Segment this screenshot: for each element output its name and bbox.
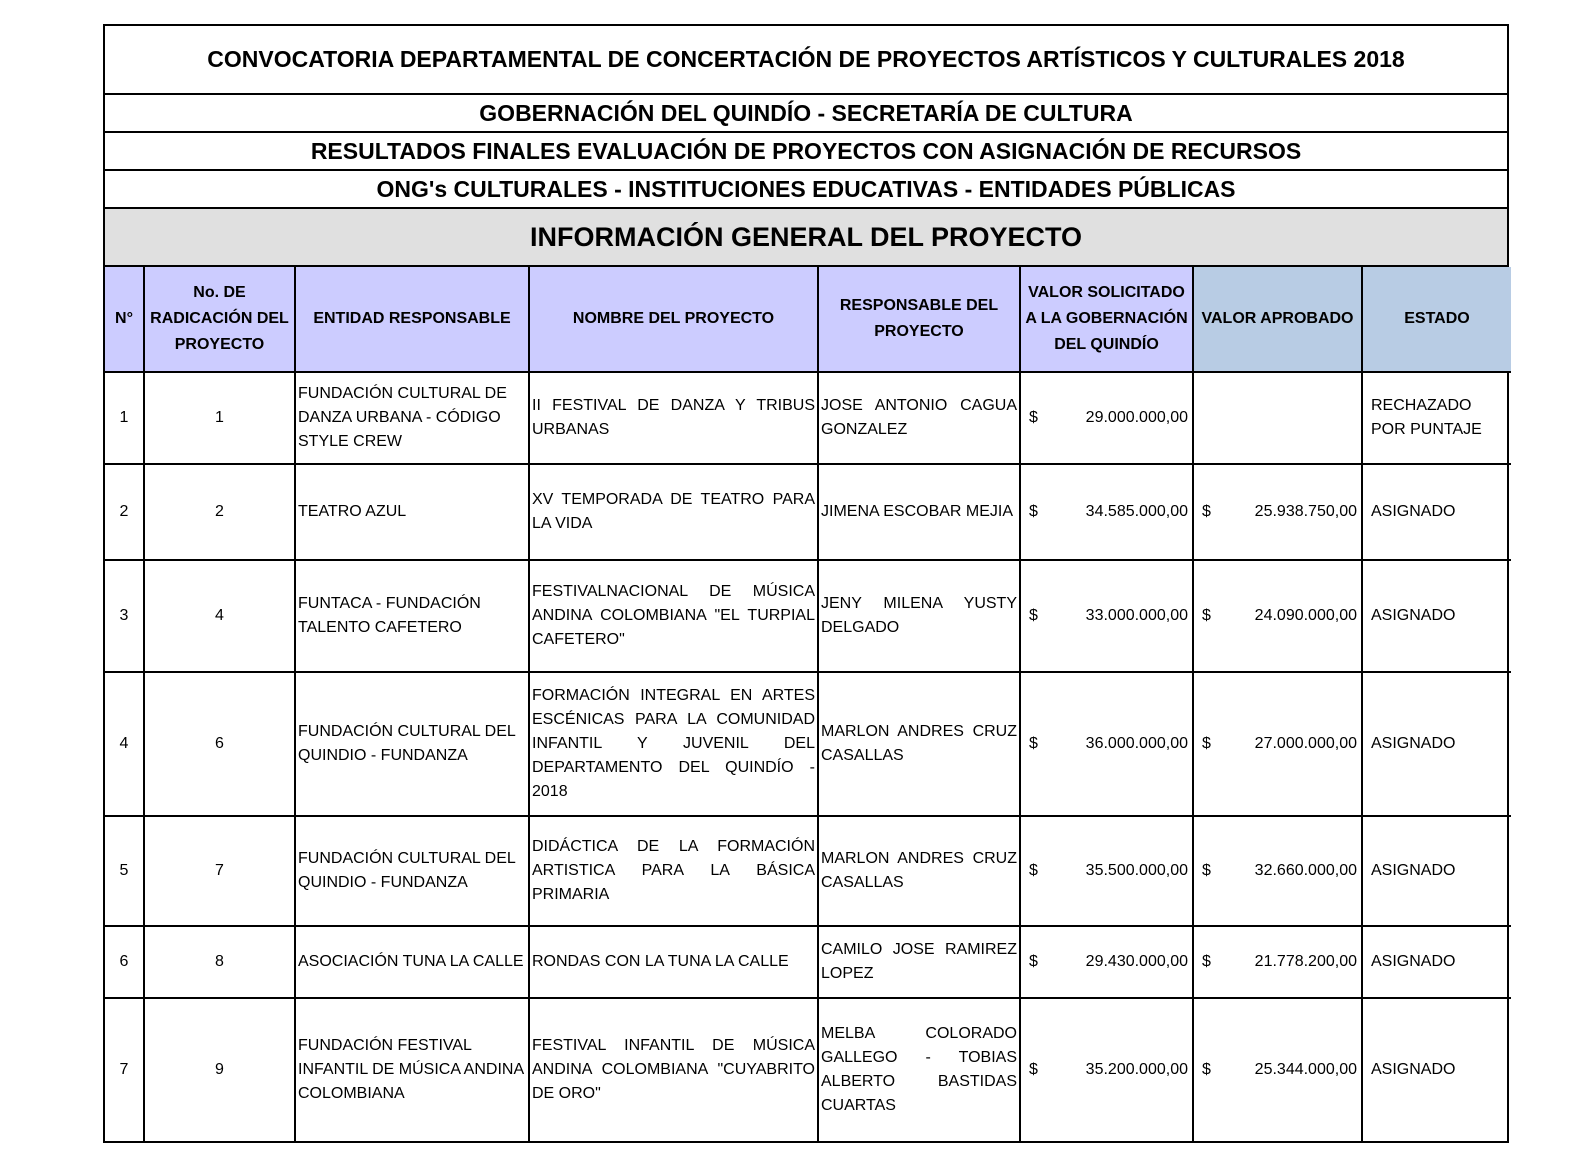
currency-symbol: $ [1202,503,1211,520]
col-header-estado: ESTADO [1362,267,1511,372]
nombre-proyecto: FESTIVALNACIONAL DE MÚSICA ANDINA COLOMBIANA "EL TURPIAL CAFETERO" [529,560,818,672]
currency-symbol: $ [1029,862,1038,879]
valor-solicitado-amount: 35.200.000,00 [1085,1061,1188,1078]
valor-aprobado [1193,372,1362,464]
nombre-proyecto: II FESTIVAL DE DANZA Y TRIBUS URBANAS [529,372,818,464]
entidad-responsable: FUNDACIÓN FESTIVAL INFANTIL DE MÚSICA ANDINA COLOMBIANA [295,998,529,1141]
estado-status: RECHAZADO POR PUNTAJE [1362,372,1511,464]
col-header-entidad: ENTIDAD RESPONSABLE [295,267,529,372]
row-number: 5 [105,816,144,926]
row-number: 2 [105,464,144,560]
responsable-proyecto: MARLON ANDRES CRUZ CASALLAS [818,672,1020,816]
valor-aprobado [1193,464,1362,560]
currency-symbol: $ [1202,607,1211,624]
valor-aprobado [1193,672,1362,816]
valor-solicitado-amount: 35.500.000,00 [1085,862,1188,879]
currency-symbol: $ [1029,409,1038,426]
results-document [103,24,1509,1143]
valor-solicitado-amount: 29.000.000,00 [1085,409,1188,426]
table-row [105,560,1511,672]
row-number: 4 [105,672,144,816]
currency-symbol: $ [1029,1061,1038,1078]
radicacion-number: 4 [144,560,295,672]
nombre-proyecto: FORMACIÓN INTEGRAL EN ARTES ESCÉNICAS PARA LA COMUNIDAD INFANTIL Y JUVENIL DEL DEPARTAMENTO DEL QUINDÍO - 2018 [529,672,818,816]
valor-solicitado [1020,926,1193,998]
responsable-proyecto: JOSE ANTONIO CAGUA GONZALEZ [818,372,1020,464]
valor-aprobado-amount: 32.660.000,00 [1254,862,1357,879]
valor-solicitado-amount: 34.585.000,00 [1085,503,1188,520]
responsable-proyecto: MARLON ANDRES CRUZ CASALLAS [818,816,1020,926]
table-body [105,372,1511,1141]
table-row [105,816,1511,926]
col-header-solicitado: VALOR SOLICITADO A LA GOBERNACIÓN DEL QUINDÍO [1020,267,1193,372]
row-number: 1 [105,372,144,464]
responsable-proyecto: MELBA COLORADO GALLEGO - TOBIAS ALBERTO BASTIDAS CUARTAS [818,998,1020,1141]
entidad-responsable: FUNTACA - FUNDACIÓN TALENTO CAFETERO [295,560,529,672]
entidad-responsable: FUNDACIÓN CULTURAL DEL QUINDIO - FUNDANZA [295,672,529,816]
row-number: 6 [105,926,144,998]
table-row [105,372,1511,464]
valor-aprobado [1193,998,1362,1141]
radicacion-number: 9 [144,998,295,1141]
valor-solicitado [1020,372,1193,464]
entidad-responsable: FUNDACIÓN CULTURAL DE DANZA URBANA - CÓDIGO STYLE CREW [295,372,529,464]
row-number: 7 [105,998,144,1141]
valor-aprobado [1193,926,1362,998]
estado-status: ASIGNADO [1362,926,1511,998]
currency-symbol: $ [1029,735,1038,752]
valor-aprobado-amount: 27.000.000,00 [1254,735,1357,752]
responsable-proyecto: CAMILO JOSE RAMIREZ LOPEZ [818,926,1020,998]
document-title: CONVOCATORIA DEPARTAMENTAL DE CONCERTACIÓN DE PROYECTOS ARTÍSTICOS Y CULTURALES 2018 [105,26,1507,95]
radicacion-number: 7 [144,816,295,926]
radicacion-number: 1 [144,372,295,464]
table-row [105,464,1511,560]
radicacion-number: 8 [144,926,295,998]
valor-aprobado [1193,816,1362,926]
entidad-responsable: FUNDACIÓN CULTURAL DEL QUINDIO - FUNDANZA [295,816,529,926]
currency-symbol: $ [1202,862,1211,879]
estado-status: ASIGNADO [1362,560,1511,672]
valor-solicitado [1020,560,1193,672]
entidad-responsable: TEATRO AZUL [295,464,529,560]
valor-aprobado-amount: 24.090.000,00 [1254,607,1357,624]
valor-solicitado [1020,998,1193,1141]
currency-symbol: $ [1029,503,1038,520]
table-row [105,672,1511,816]
valor-aprobado-amount: 21.778.200,00 [1254,953,1357,970]
results-subtitle: RESULTADOS FINALES EVALUACIÓN DE PROYECTOS CON ASIGNACIÓN DE RECURSOS [105,133,1507,171]
estado-status: ASIGNADO [1362,672,1511,816]
entidad-responsable: ASOCIACIÓN TUNA LA CALLE [295,926,529,998]
projects-table [105,267,1511,1141]
nombre-proyecto: DIDÁCTICA DE LA FORMACIÓN ARTISTICA PARA LA BÁSICA PRIMARIA [529,816,818,926]
col-header-responsable: RESPONSABLE DEL PROYECTO [818,267,1020,372]
col-header-radicacion: No. DE RADICACIÓN DEL PROYECTO [144,267,295,372]
valor-solicitado [1020,464,1193,560]
table-header-row [105,267,1511,372]
valor-aprobado-amount: 25.344.000,00 [1254,1061,1357,1078]
valor-aprobado-amount: 25.938.750,00 [1254,503,1357,520]
valor-solicitado [1020,816,1193,926]
nombre-proyecto: RONDAS CON LA TUNA LA CALLE [529,926,818,998]
currency-symbol: $ [1202,953,1211,970]
currency-symbol: $ [1202,1061,1211,1078]
currency-symbol: $ [1029,607,1038,624]
category-subtitle: ONG's CULTURALES - INSTITUCIONES EDUCATIVAS - ENTIDADES PÚBLICAS [105,171,1507,209]
table-row [105,926,1511,998]
responsable-proyecto: JIMENA ESCOBAR MEJIA [818,464,1020,560]
valor-solicitado [1020,672,1193,816]
valor-solicitado-amount: 29.430.000,00 [1085,953,1188,970]
row-number: 3 [105,560,144,672]
valor-aprobado [1193,560,1362,672]
nombre-proyecto: FESTIVAL INFANTIL DE MÚSICA ANDINA COLOMBIANA "CUYABRITO DE ORO" [529,998,818,1141]
government-subtitle: GOBERNACIÓN DEL QUINDÍO - SECRETARÍA DE CULTURA [105,95,1507,133]
col-header-aprobado: VALOR APROBADO [1193,267,1362,372]
estado-status: ASIGNADO [1362,816,1511,926]
valor-solicitado-amount: 33.000.000,00 [1085,607,1188,624]
radicacion-number: 6 [144,672,295,816]
estado-status: ASIGNADO [1362,998,1511,1141]
valor-solicitado-amount: 36.000.000,00 [1085,735,1188,752]
radicacion-number: 2 [144,464,295,560]
responsable-proyecto: JENY MILENA YUSTY DELGADO [818,560,1020,672]
col-header-number: N° [105,267,144,372]
estado-status: ASIGNADO [1362,464,1511,560]
section-heading: INFORMACIÓN GENERAL DEL PROYECTO [105,209,1507,267]
table-row [105,998,1511,1141]
currency-symbol: $ [1202,735,1211,752]
currency-symbol: $ [1029,953,1038,970]
nombre-proyecto: XV TEMPORADA DE TEATRO PARA LA VIDA [529,464,818,560]
col-header-nombre: NOMBRE DEL PROYECTO [529,267,818,372]
